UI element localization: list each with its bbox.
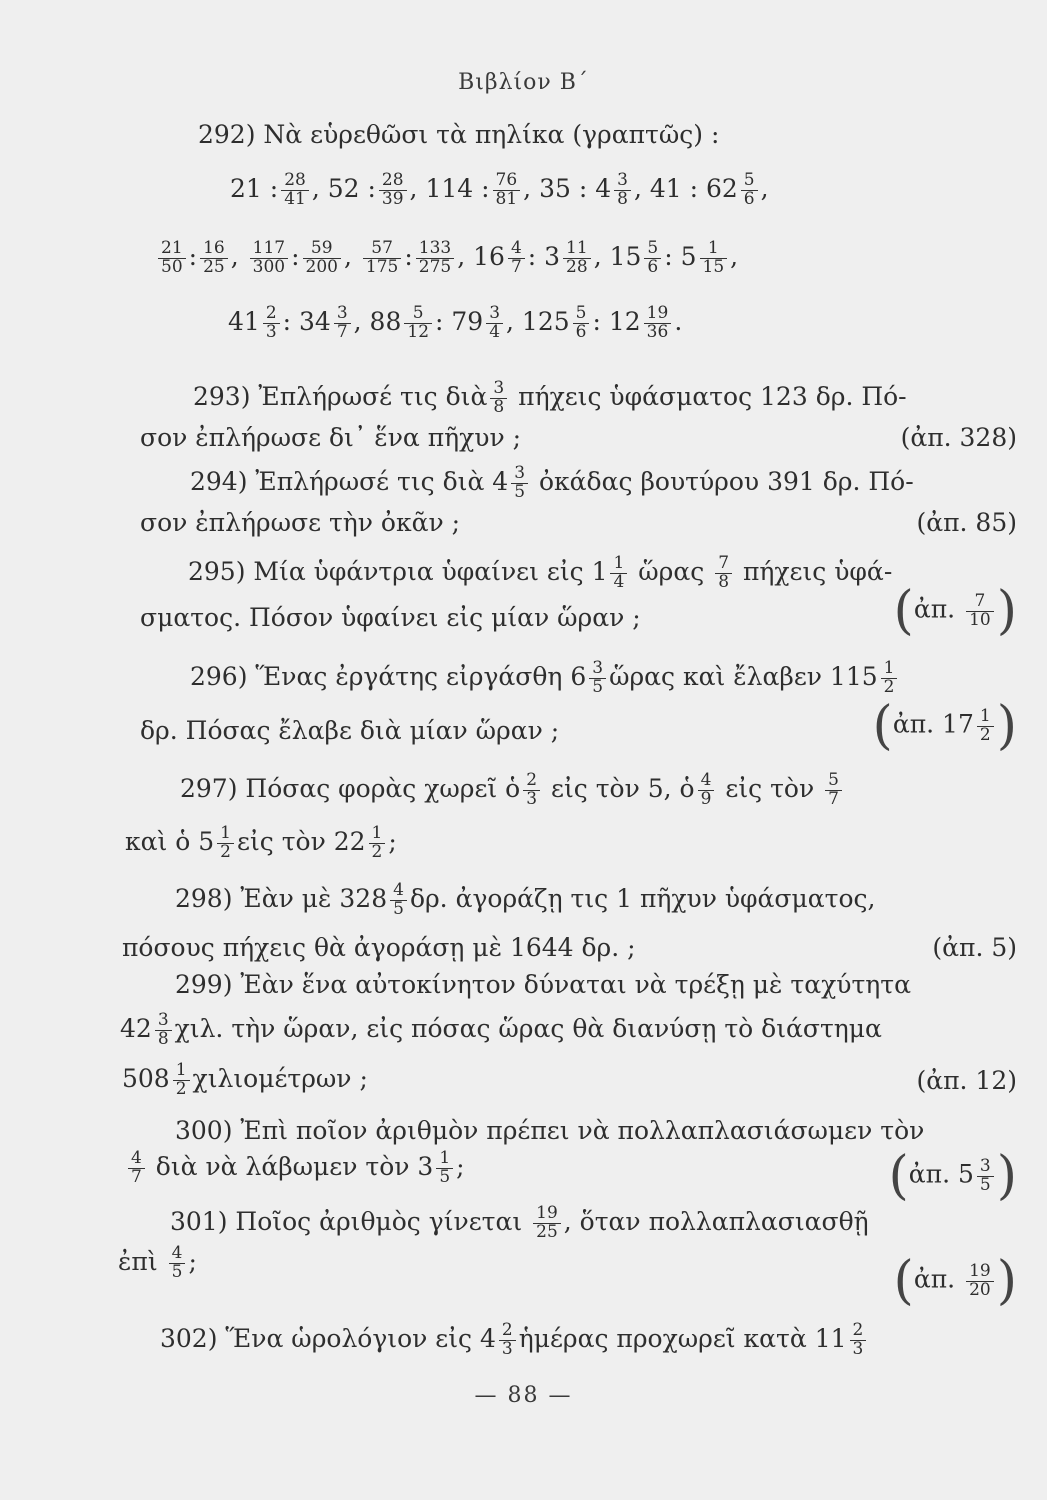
text: ἐπὶ (118, 1246, 158, 1276)
numerator: 11 (566, 238, 588, 258)
denominator: 28 (563, 258, 591, 277)
fraction (499, 1322, 516, 1359)
text: ; (188, 1246, 197, 1276)
denominator: 3 (263, 323, 280, 342)
problem-294-line-1 (190, 465, 914, 502)
denominator: 6 (573, 323, 590, 342)
text: 41 (228, 306, 260, 336)
denominator: 25 (200, 258, 228, 277)
text: 508 (122, 1063, 170, 1093)
text: : 34 (282, 306, 331, 336)
problem-292-row-3 (228, 305, 682, 342)
fraction (589, 660, 606, 697)
fraction (363, 240, 401, 277)
denominator: 2 (369, 843, 386, 862)
paren: ) (996, 1251, 1017, 1311)
problem-296-line-1 (190, 660, 900, 697)
text: ἀπ. (913, 594, 956, 624)
numerator: 1 (439, 1148, 451, 1168)
text: καὶ ὁ 5 (125, 826, 215, 856)
fraction (158, 240, 186, 277)
fraction (715, 555, 732, 592)
text: ἀπ. 17 (892, 709, 974, 739)
denominator: 50 (158, 258, 186, 277)
text: 42 (120, 1013, 152, 1043)
text: 296) Ἕνας ἐργάτης εἰργάσθη 6 (190, 661, 587, 691)
numerator: 28 (284, 170, 306, 190)
fraction (825, 772, 842, 809)
numerator: 19 (536, 1203, 558, 1223)
numerator: 1 (613, 553, 625, 573)
text: : 3 (527, 241, 561, 271)
paren: ) (996, 696, 1017, 756)
numerator: 4 (510, 238, 522, 258)
denominator: 9 (698, 790, 715, 809)
problem-298-line-2: πόσους πήχεις θὰ ἀγοράσῃ μὲ 1644 δρ. ; (122, 933, 636, 962)
denominator: 12 (404, 323, 432, 342)
numerator: 76 (495, 170, 518, 190)
numerator: 21 (161, 238, 183, 258)
denominator: 2 (173, 1080, 190, 1099)
problem-301-line-2 (118, 1245, 197, 1282)
denominator: 5 (589, 678, 606, 697)
denominator: 5 (436, 1168, 453, 1187)
text: , 41 : 62 (633, 173, 738, 203)
fraction (493, 172, 521, 209)
numerator: 3 (592, 658, 604, 678)
text: , 88 (353, 306, 402, 336)
fraction (977, 1155, 994, 1195)
fraction (128, 1150, 145, 1187)
problem-299-line-2 (120, 1012, 882, 1049)
problem-293-answer: (ἀπ. 328) (900, 423, 1017, 452)
paren: ) (996, 1146, 1017, 1206)
fraction (533, 1205, 561, 1242)
fraction (698, 772, 715, 809)
numerator: 1 (883, 658, 895, 678)
text: χιλ. τὴν ὥραν, εἰς πόσας ὥρας θὰ διανύσῃ τὸ διάστημα (174, 1013, 882, 1043)
denominator: 300 (250, 258, 288, 277)
denominator: 175 (363, 258, 401, 277)
problem-299-answer: (ἀπ. 12) (916, 1066, 1017, 1095)
fraction (881, 660, 898, 697)
text: 298) Ἐὰν μὲ 328 (175, 883, 388, 913)
text: : (291, 241, 300, 271)
text: ἀπ. (913, 1264, 956, 1294)
numerator: 5 (647, 238, 659, 258)
fraction (416, 240, 454, 277)
fraction (404, 305, 432, 342)
denominator: 2 (881, 678, 898, 697)
problem-293-line-2: σον ἐπλήρωσε δι᾽ ἕνα πῆχυν ; (140, 423, 522, 452)
fraction (523, 772, 540, 809)
text: : 12 (592, 306, 641, 336)
text: : 79 (435, 306, 484, 336)
fraction (173, 1062, 190, 1099)
fraction (334, 305, 351, 342)
text: ὥρας καὶ ἔλαβεν 115 (609, 661, 878, 691)
fraction (155, 1012, 172, 1049)
problem-293-line-1 (193, 380, 907, 417)
fraction (511, 465, 528, 502)
denominator: 5 (977, 1176, 994, 1195)
numerator: 1 (371, 823, 383, 843)
denominator: 5 (511, 483, 528, 502)
text: ἀπ. 5 (908, 1159, 974, 1189)
fraction (644, 305, 672, 342)
problem-294-answer: (ἀπ. 85) (916, 508, 1017, 537)
denominator: 275 (416, 258, 454, 277)
fraction (303, 240, 341, 277)
numerator: 5 (412, 303, 424, 323)
text: πήχεις ὑφάσματος 123 δρ. Πό- (518, 381, 907, 411)
denominator: 25 (533, 1223, 561, 1242)
denominator: 6 (644, 258, 661, 277)
text: εἰς τὸν 22 (237, 826, 366, 856)
numerator: 1 (220, 823, 231, 843)
numerator: 7 (718, 553, 730, 573)
denominator: 7 (825, 790, 842, 809)
fraction (169, 1245, 186, 1282)
numerator: 4 (171, 1243, 183, 1263)
fraction (250, 240, 288, 277)
problem-299-line-1: 299) Ἐὰν ἕνα αὐτοκίνητον δύναται νὰ τρέξῃ μὲ ταχύτητα (175, 970, 911, 999)
text: ὀκάδας βουτύρου 391 δρ. Πό- (539, 466, 914, 496)
denominator: 8 (490, 398, 507, 417)
numerator: 16 (203, 238, 225, 258)
paren: ) (996, 581, 1017, 641)
numerator: 3 (157, 1010, 169, 1030)
text: 293) Ἐπλήρωσέ τις διὰ (193, 381, 488, 411)
text: ἡμέρας προχωρεῖ κατὰ 11 (518, 1323, 847, 1353)
problem-296-answer (872, 696, 1017, 756)
text: χιλιομέτρων ; (192, 1063, 368, 1093)
fraction (977, 705, 994, 745)
problem-297-line-2 (125, 825, 397, 862)
text: , 114 : (409, 173, 490, 203)
text: δρ. ἀγοράζῃ τις 1 πῆχυν ὑφάσματος, (409, 883, 876, 913)
problem-300-line-2 (125, 1150, 465, 1187)
numerator: 2 (501, 1320, 513, 1340)
problem-292-row-1 (230, 172, 769, 209)
text: ; (456, 1151, 465, 1181)
denominator: 8 (614, 190, 631, 209)
text: , ὅταν πολλαπλασιασθῇ (563, 1206, 869, 1236)
numerator: 3 (493, 378, 505, 398)
fraction (200, 240, 228, 277)
text: 21 : (230, 173, 279, 203)
text: . (674, 306, 683, 336)
problem-294-line-2: σον ἐπλήρωσε τὴν ὀκᾶν ; (140, 508, 461, 537)
fraction (369, 825, 386, 862)
text: : (404, 241, 413, 271)
paren: ( (888, 1146, 909, 1206)
text: εἰς τὸν (725, 773, 815, 803)
text: , 125 (506, 306, 570, 336)
problem-298-line-1 (175, 882, 875, 919)
numerator: 1 (707, 238, 719, 258)
denominator: 200 (303, 258, 341, 277)
fraction (563, 240, 591, 277)
denominator: 41 (281, 190, 309, 209)
denominator: 4 (486, 323, 503, 342)
denominator: 5 (169, 1263, 186, 1282)
numerator: 2 (526, 770, 538, 790)
problem-295-line-1 (188, 555, 892, 592)
numerator: 5 (575, 303, 587, 323)
text: , 16 (457, 241, 505, 271)
denominator: 3 (523, 790, 540, 809)
paren: ( (872, 696, 893, 756)
fraction (966, 590, 994, 630)
text: , 35 : 4 (523, 173, 612, 203)
problem-295-line-2: σματος. Πόσον ὑφαίνει εἰς μίαν ὥραν ; (140, 603, 641, 632)
fraction (700, 240, 728, 277)
numerator: 59 (310, 238, 333, 258)
text: 301) Ποῖος ἀριθμὸς γίνεται (170, 1206, 523, 1236)
text: , (760, 173, 769, 203)
denominator: 3 (850, 1340, 867, 1359)
page-number: — 88 — (474, 1383, 573, 1408)
denominator: 36 (644, 323, 672, 342)
numerator: 3 (514, 463, 526, 483)
fraction (610, 555, 627, 592)
problem-300-answer (888, 1146, 1017, 1206)
paren: ( (893, 1251, 914, 1311)
text: : 5 (664, 241, 697, 271)
denominator: 7 (334, 323, 351, 342)
fraction (508, 240, 525, 277)
numerator: 1 (175, 1060, 187, 1080)
numerator: 4 (393, 880, 404, 900)
problem-292-intro: 292) Νὰ εὑρεθῶσι τὰ πηλίκα (γραπτῶς) : (198, 120, 720, 149)
text: : (188, 241, 198, 271)
numerator: 2 (852, 1320, 864, 1340)
denominator: 5 (390, 900, 407, 919)
numerator: 117 (252, 238, 286, 258)
fraction (263, 305, 280, 342)
numerator: 5 (828, 770, 839, 790)
numerator: 2 (265, 303, 277, 323)
numerator: 3 (489, 303, 501, 323)
denominator: 39 (379, 190, 407, 209)
numerator: 4 (131, 1148, 142, 1168)
problem-296-line-2: δρ. Πόσας ἔλαβε διὰ μίαν ὥραν ; (140, 716, 560, 745)
fraction (390, 882, 407, 919)
denominator: 2 (977, 726, 994, 745)
denominator: 3 (499, 1340, 516, 1359)
fraction (573, 305, 590, 342)
text: 295) Μία ὑφάντρια ὑφαίνει εἰς 1 (188, 556, 608, 586)
text: 294) Ἐπλήρωσέ τις διὰ 4 (190, 466, 509, 496)
fraction (379, 172, 407, 209)
denominator: 7 (128, 1168, 145, 1187)
denominator: 6 (741, 190, 758, 209)
text: διὰ νὰ λάβωμεν τὸν 3 (155, 1151, 434, 1181)
denominator: 20 (966, 1281, 994, 1300)
denominator: 81 (493, 190, 521, 209)
problem-300-line-1: 300) Ἐπὶ ποῖον ἀριθμὸν πρέπει νὰ πολλαπλασιάσωμεν τὸν (175, 1116, 925, 1145)
fraction (217, 825, 234, 862)
denominator: 7 (508, 258, 525, 277)
text: 297) Πόσας φορὰς χωρεῖ ὁ (180, 773, 521, 803)
fraction (490, 380, 507, 417)
fraction (614, 172, 631, 209)
numerator: 57 (371, 238, 393, 258)
problem-299-line-3 (122, 1062, 368, 1099)
text: πήχεις ὑφά- (742, 556, 893, 586)
problem-301-line-1 (170, 1205, 869, 1242)
fraction (486, 305, 503, 342)
problem-295-answer (893, 581, 1017, 641)
fraction (281, 172, 309, 209)
text: , 15 (593, 241, 642, 271)
running-header: Βιβλίον Β΄ (458, 70, 589, 95)
numerator: 3 (336, 303, 348, 323)
numerator: 28 (381, 170, 404, 190)
fraction (966, 1260, 994, 1300)
denominator: 8 (155, 1030, 172, 1049)
problem-297-line-1 (180, 772, 845, 809)
text: ὥρας (638, 556, 705, 586)
problem-302-line-1 (160, 1322, 869, 1359)
numerator: 5 (743, 170, 755, 190)
text: ; (388, 826, 397, 856)
denominator: 15 (700, 258, 728, 277)
fraction (741, 172, 758, 209)
text: 302) Ἕνα ὡρολόγιον εἰς 4 (160, 1323, 496, 1353)
numerator: 19 (646, 303, 669, 323)
problem-292-row-2 (155, 240, 738, 277)
denominator: 8 (715, 573, 732, 592)
problem-301-answer (893, 1251, 1017, 1311)
numerator: 133 (418, 238, 452, 258)
text: , (230, 241, 239, 271)
text: εἰς τὸν 5, ὁ (551, 773, 695, 803)
denominator: 4 (610, 573, 627, 592)
numerator: 4 (700, 770, 712, 790)
numerator: 1 (979, 705, 991, 726)
text: , (343, 241, 352, 271)
text: , (730, 241, 739, 271)
numerator: 19 (969, 1260, 991, 1281)
numerator: 3 (979, 1155, 991, 1176)
problem-298-answer: (ἀπ. 5) (932, 933, 1017, 962)
denominator: 2 (217, 843, 234, 862)
fraction (644, 240, 661, 277)
numerator: 3 (617, 170, 628, 190)
fraction (436, 1150, 453, 1187)
numerator: 7 (974, 590, 986, 611)
denominator: 10 (966, 611, 994, 630)
fraction (850, 1322, 867, 1359)
paren: ( (893, 581, 914, 641)
text: , 52 : (311, 173, 376, 203)
